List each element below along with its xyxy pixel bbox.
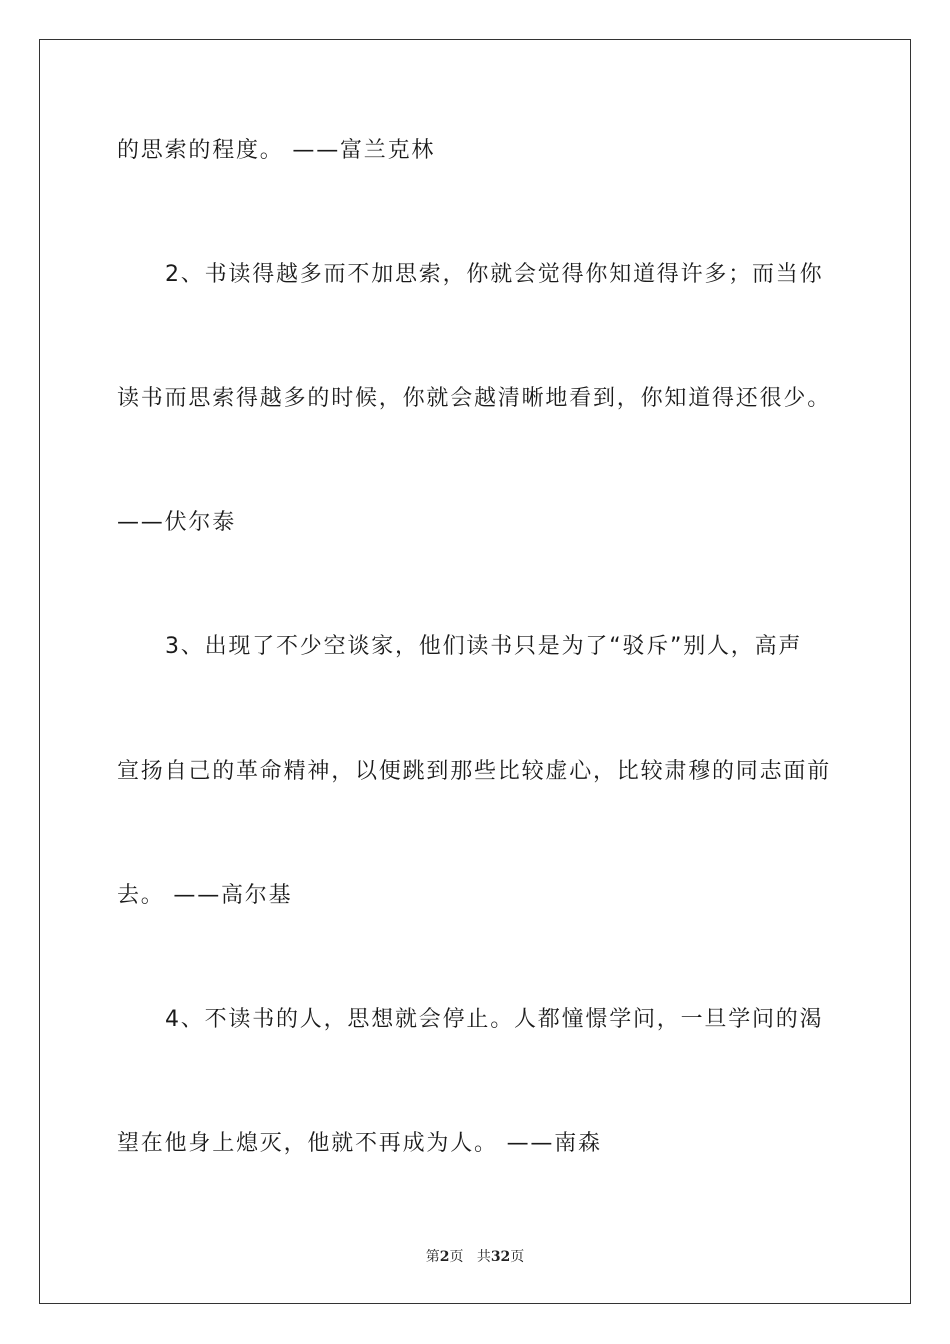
total-pages: 32 — [490, 1249, 511, 1265]
page-border — [39, 39, 911, 1304]
page-suffix: 页 — [449, 1249, 464, 1265]
total-suffix: 页 — [510, 1249, 525, 1265]
text-line-6: 宣扬自己的革命精神，以便跳到那些比较虚心，比较肃穆的同志面前 — [117, 759, 832, 784]
text-line-8: 4、不读书的人，思想就会停止。人都憧憬学问，一旦学问的渴 — [165, 1007, 824, 1032]
total-prefix: 共 — [476, 1249, 491, 1265]
text-line-5: 3、出现了不少空谈家，他们读书只是为了“驳斥”别人，高声 — [165, 634, 803, 659]
page-number: 2 — [439, 1249, 450, 1265]
page-prefix: 第 — [425, 1249, 440, 1265]
text-line-1: 的思索的程度。 ——富兰克林 — [117, 138, 436, 163]
page-footer — [0, 1247, 950, 1267]
text-line-4: ——伏尔泰 — [117, 510, 237, 535]
text-line-9: 望在他身上熄灭，他就不再成为人。 ——南森 — [117, 1131, 602, 1156]
text-line-7: 去。 ——高尔基 — [117, 883, 293, 908]
text-line-3: 读书而思索得越多的时候，你就会越清晰地看到，你知道得还很少。 — [117, 386, 832, 411]
text-line-2: 2、书读得越多而不加思索，你就会觉得你知道得许多；而当你 — [165, 262, 824, 287]
